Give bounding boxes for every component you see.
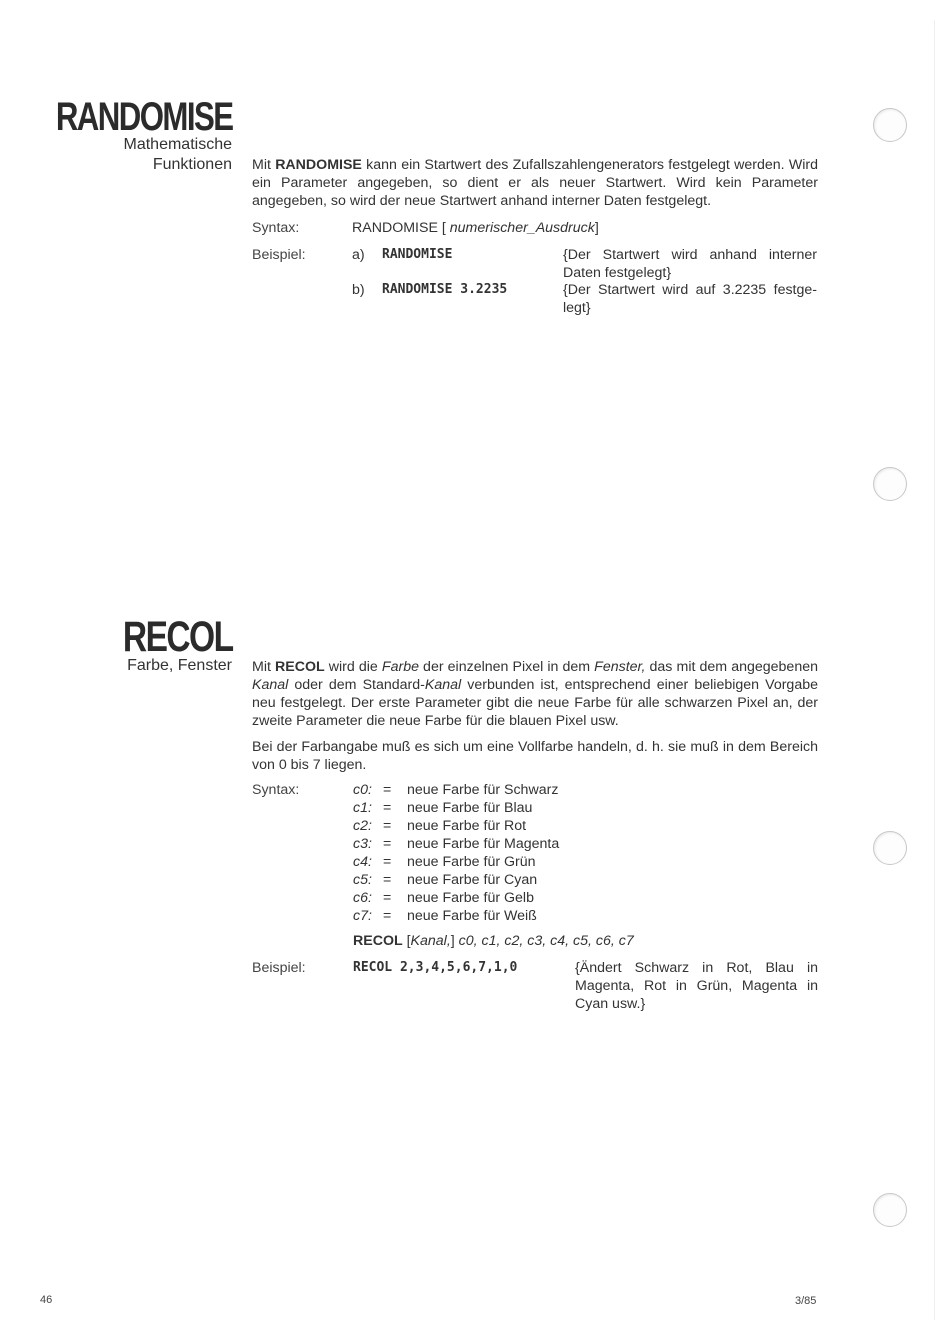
randomise-syntax-label: Syntax: (252, 220, 300, 236)
randomise-category: Mathematische Funktionen (123, 136, 232, 173)
randomise-title: RANDOMISE (55, 95, 232, 139)
randomise-example-b-comment: {Der Startwert wird auf 3.2235 festge-legt} (563, 282, 817, 316)
recol-example-code: RECOL 2,3,4,5,6,7,1,0 (353, 960, 518, 975)
recol-range-note: Bei der Farbangabe muß es sich um eine Vollfarbe handeln, d. h. sie muß in dem Bereich von 0 bis 7 liegen. (252, 739, 818, 773)
recol-example-label: Beispiel: (252, 960, 306, 976)
page-number: 46 (40, 1294, 53, 1306)
edition-date: 3/85 (795, 1295, 817, 1307)
binder-hole-icon (873, 467, 907, 501)
page-edge-line (934, 20, 935, 1320)
randomise-example-label: Beispiel: (252, 247, 306, 263)
randomise-description: Mit RANDOMISE kann ein Startwert des Zufallszahlengenerators festgelegt werden. Wird ein Parameter angegeben, so dient er als neuer Startwert. Wird kein Parameter angegeben, so wird der neue Startwert anhand interner Daten festgelegt. (252, 157, 818, 209)
randomise-syntax: RANDOMISE [ numerischer_Ausdruck] (352, 220, 599, 236)
randomise-example-a-code: RANDOMISE (382, 247, 453, 262)
recol-syntax-label: Syntax: (252, 782, 300, 798)
binder-hole-icon (873, 1193, 907, 1227)
randomise-example-a-comment: {Der Startwert wird anhand interner Daten festgelegt} (563, 247, 817, 281)
recol-title: RECOL (122, 613, 232, 661)
binder-hole-icon (873, 831, 907, 865)
randomise-example-a-letter: a) (352, 247, 365, 263)
randomise-example-b-code: RANDOMISE 3.2235 (382, 282, 508, 297)
recol-color-list: c0: = neue Farbe für Schwarz c1: = neue Farbe für Blau c2: = neue Farbe für Rot c3: = neue Farbe für Magenta c4: = neue Farbe für Grün c5: = neue Farbe für Cyan c6: = neue Farbe für Gelb c7: = neue Farbe für Weiß (353, 782, 560, 924)
recol-example-comment: {Ändert Schwarz in Rot, Blau in Magenta, Rot in Grün, Magenta in Cyan usw.} (575, 960, 818, 1012)
recol-syntax: RECOL [Kanal,] c0, c1, c2, c3, c4, c5, c6, c7 (353, 933, 634, 949)
randomise-example-b-letter: b) (352, 282, 365, 298)
recol-description: Mit RECOL wird die Farbe der einzelnen Pixel in dem Fenster, das mit dem angegebenen Kanal oder dem Standard-Kanal verbunden ist, entsprechend einer beliebigen Vorgabe neu festgelegt. Der erste Parameter gibt die neue Farbe für alle schwarzen Pixel an, der zweite Parameter die neue Farbe für die blauen Pixel usw. (252, 659, 818, 729)
recol-category: Farbe, Fenster (127, 657, 232, 674)
binder-hole-icon (873, 108, 907, 142)
